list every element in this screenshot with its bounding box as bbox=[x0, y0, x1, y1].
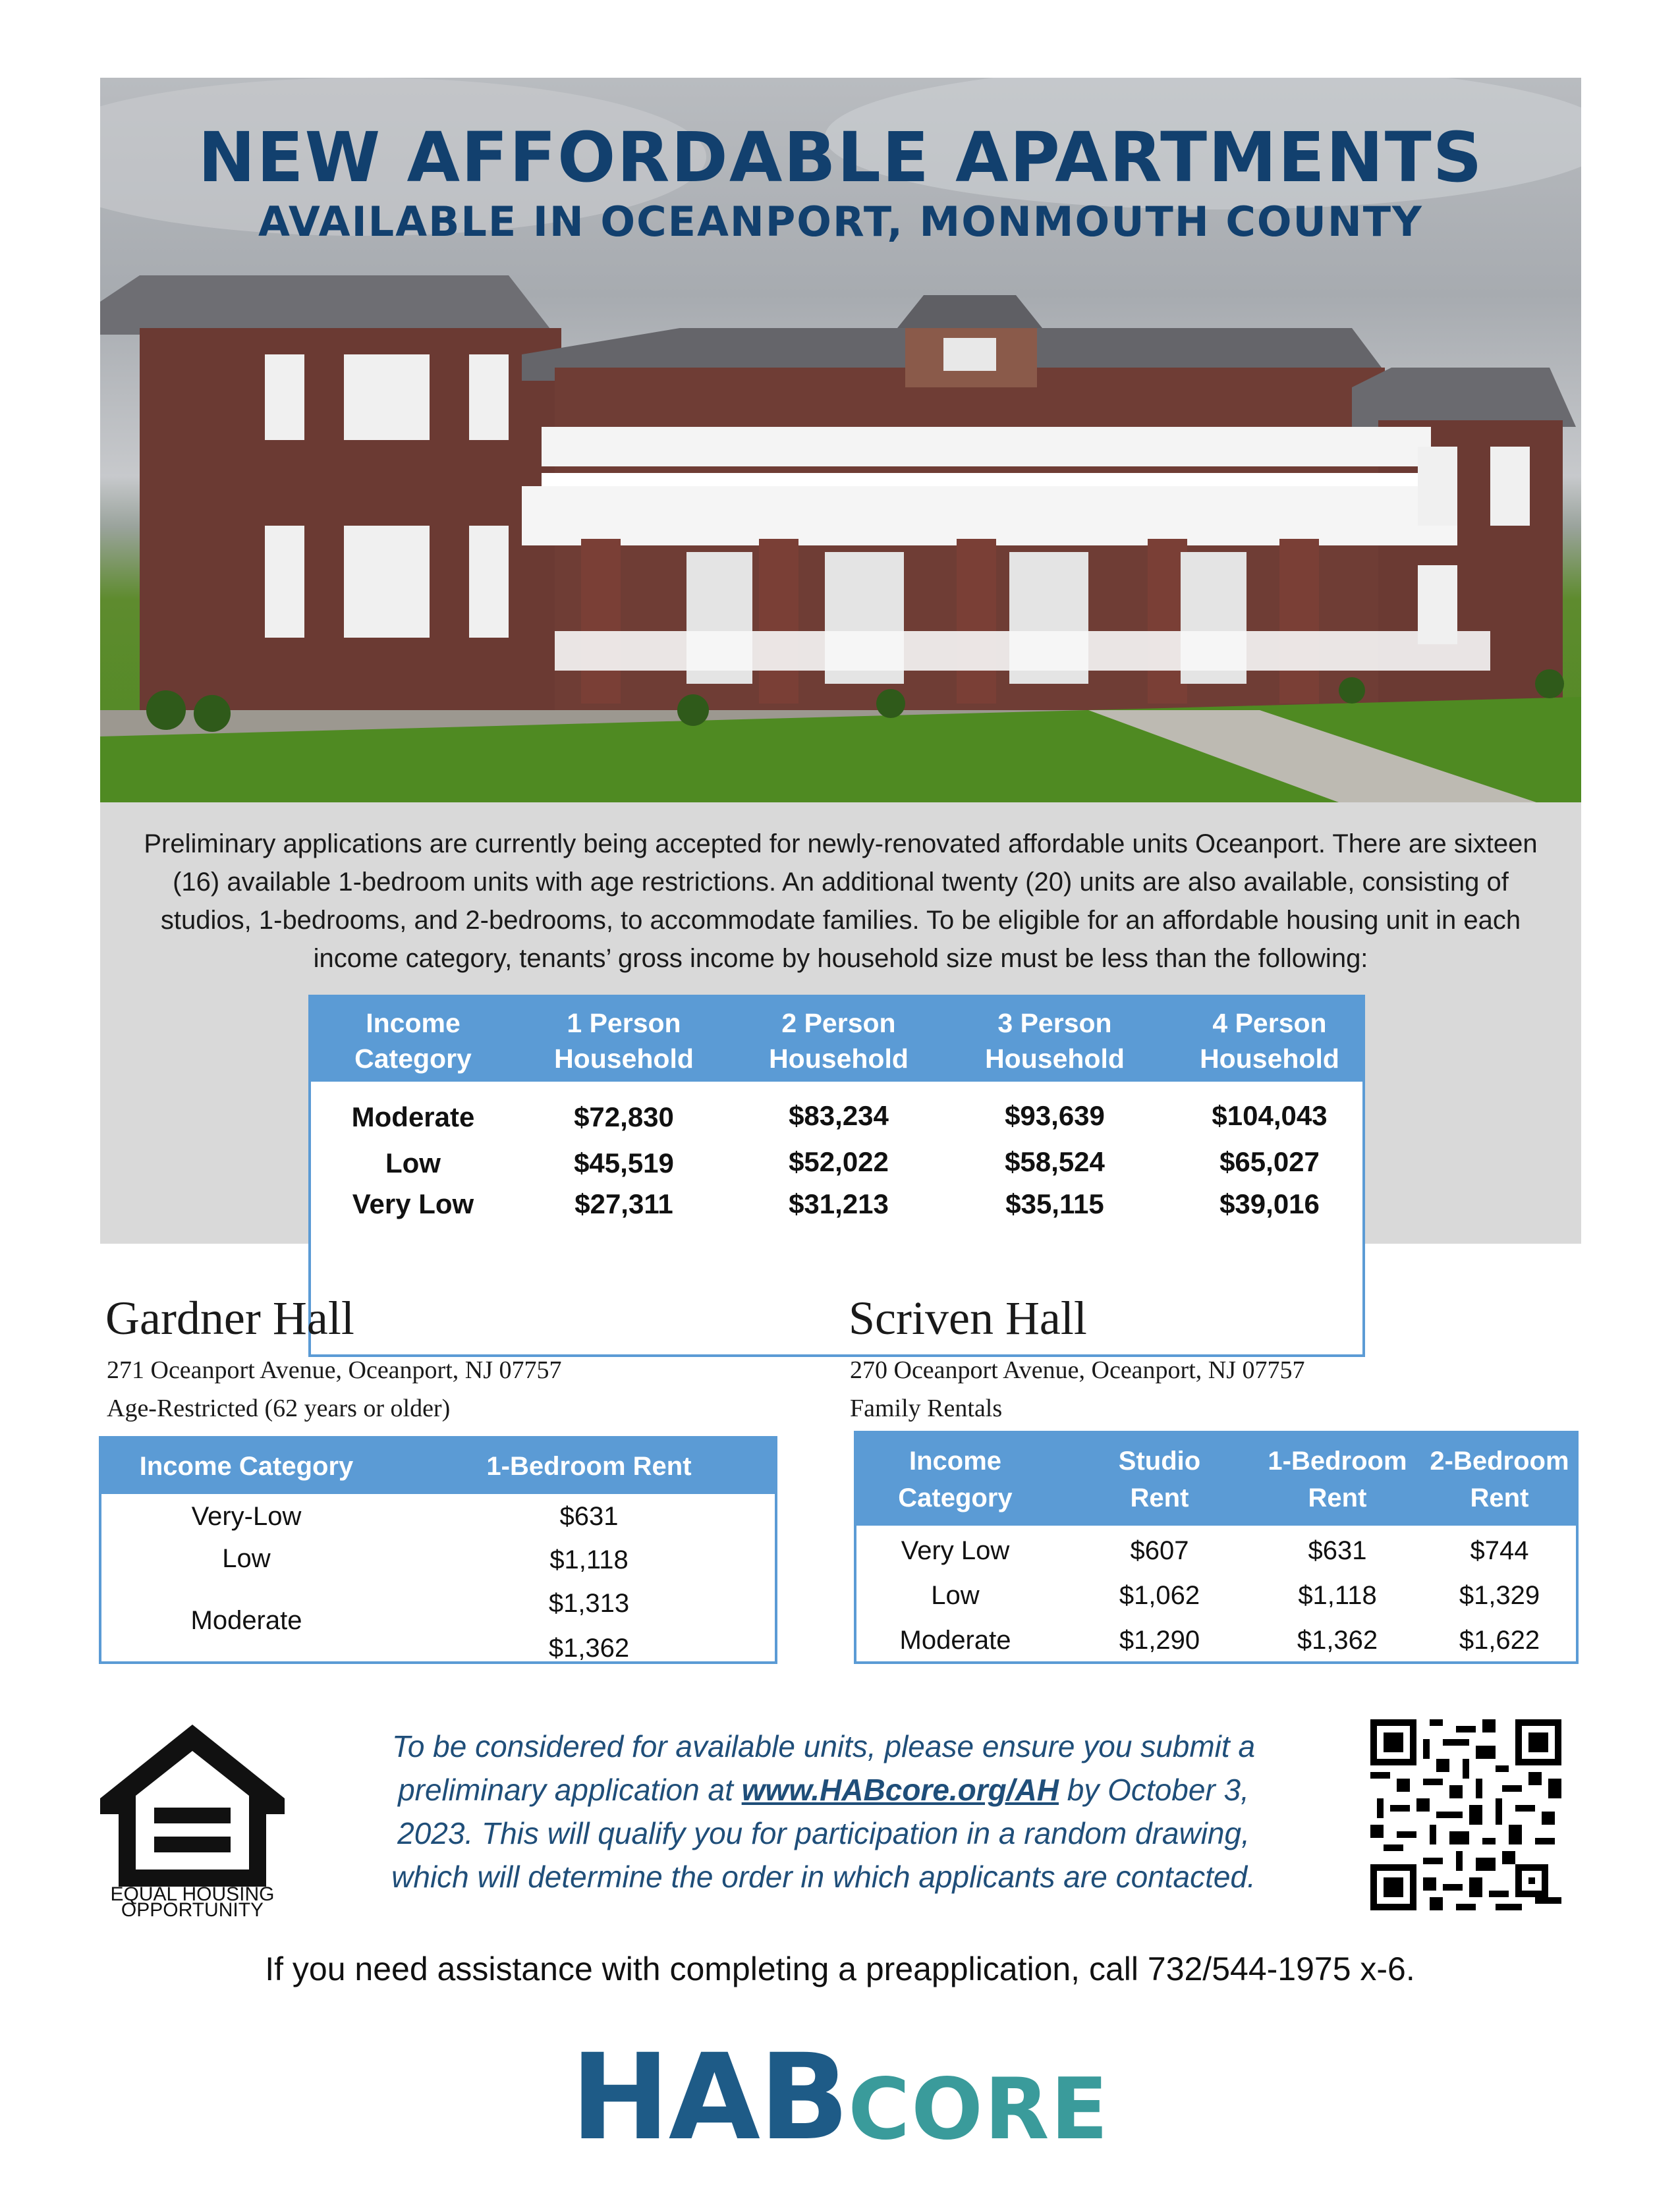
intro-text: Preliminary applications are currently being accepted for newly-renovated affordable units Oceanport. There are sixteen (16) available 1-bedroom units with age restrictions. An additional twenty (20) units are also available, consisting of studios, 1-bedrooms, and 2-bedrooms, to accommodate families. To be eligible for an affordable housing unit in each income category, tenants’ gross income by household size must be less than the following: bbox=[144, 829, 1538, 973]
gardner-header-category: Income Category bbox=[139, 1452, 354, 1481]
income-cell: $72,830 bbox=[574, 1101, 674, 1132]
logo-core: CORE bbox=[848, 2061, 1109, 2159]
equal-housing-label: OPPORTUNITY bbox=[121, 1899, 264, 1921]
gardner-category: Very-Low bbox=[191, 1502, 302, 1531]
intro-panel bbox=[100, 802, 1581, 1244]
scriven-cell: $1,290 bbox=[1119, 1626, 1200, 1655]
scriven-cell: $631 bbox=[1308, 1536, 1367, 1565]
application-link[interactable]: www.HABcore.org/AH bbox=[741, 1773, 1059, 1807]
scriven-rent-table bbox=[854, 1431, 1579, 1664]
scriven-cell: $1,062 bbox=[1119, 1581, 1200, 1610]
scriven-address: 270 Oceanport Avenue, Oceanport, NJ 07757 bbox=[850, 1356, 1305, 1384]
gardner-category: Moderate bbox=[190, 1606, 302, 1635]
income-header-category: Income Category bbox=[354, 1008, 472, 1074]
income-cell-category: Low bbox=[385, 1148, 441, 1178]
scriven-cell: $1,118 bbox=[1298, 1581, 1377, 1610]
gardner-address: 271 Oceanport Avenue, Oceanport, NJ 07757 bbox=[107, 1356, 562, 1384]
hero-subtitle: AVAILABLE IN OCEANPORT, MONMOUTH COUNTY bbox=[258, 198, 1423, 246]
gardner-rent: $1,118 bbox=[549, 1545, 629, 1574]
income-cell: $65,027 bbox=[1219, 1146, 1320, 1177]
income-cell: $58,524 bbox=[1005, 1146, 1105, 1177]
hero-title: NEW AFFORDABLE APARTMENTS bbox=[198, 117, 1484, 198]
qr-code-icon[interactable] bbox=[1370, 1719, 1561, 1910]
income-cell-category: Very Low bbox=[352, 1188, 474, 1219]
gardner-header-rent: 1-Bedroom Rent bbox=[486, 1452, 692, 1481]
income-cell: $45,519 bbox=[574, 1148, 674, 1178]
income-cell: $52,022 bbox=[789, 1146, 889, 1177]
equal-housing-label: EQUAL HOUSING bbox=[110, 1883, 275, 1905]
scriven-cell-category: Low bbox=[931, 1581, 980, 1610]
scriven-note: Family Rentals bbox=[850, 1395, 1003, 1422]
income-limits-table bbox=[308, 995, 1365, 1357]
scriven-cell: $1,329 bbox=[1459, 1581, 1540, 1610]
income-cell: $83,234 bbox=[789, 1100, 889, 1131]
scriven-hall-title: Scriven Hall bbox=[849, 1292, 1087, 1344]
gardner-rent: $1,313 bbox=[548, 1589, 630, 1618]
income-cell: $104,043 bbox=[1212, 1100, 1328, 1131]
application-notice bbox=[329, 1725, 1318, 1898]
scriven-cell: $1,622 bbox=[1459, 1626, 1540, 1655]
notice-line: To be considered for available units, please ensure you submit a bbox=[391, 1729, 1256, 1763]
gardner-rent: $631 bbox=[559, 1502, 619, 1531]
income-cell: $93,639 bbox=[1005, 1100, 1105, 1131]
gardner-category: Low bbox=[222, 1544, 271, 1573]
habcore-logo bbox=[0, 2029, 1680, 2167]
income-cell: $35,115 bbox=[1005, 1188, 1104, 1219]
notice-line: 2023. This will qualify you for participation in a random drawing, bbox=[397, 1816, 1250, 1850]
gardner-rent: $1,362 bbox=[548, 1634, 630, 1663]
scriven-cell-category: Moderate bbox=[899, 1626, 1011, 1655]
scriven-header-studio: Studio Rent bbox=[1118, 1447, 1201, 1512]
gardner-hall-title: Gardner Hall bbox=[105, 1292, 354, 1344]
income-header-2-person: 2 Person Household bbox=[769, 1008, 909, 1074]
scriven-header-category: Income Category bbox=[898, 1447, 1013, 1512]
notice-line: preliminary application at www.HABcore.org/AH by October 3, bbox=[398, 1773, 1249, 1807]
scriven-header-2br: 2-Bedroom Rent bbox=[1430, 1447, 1569, 1512]
scriven-header-1br: 1-Bedroom Rent bbox=[1268, 1447, 1407, 1512]
scriven-cell: $607 bbox=[1130, 1536, 1189, 1565]
income-header-3-person: 3 Person Household bbox=[985, 1008, 1125, 1074]
assistance-text: If you need assistance with completing a preapplication, call 732/544-1975 x-6. bbox=[265, 1951, 1415, 1987]
hero-photo bbox=[100, 78, 1581, 802]
gardner-rent-table bbox=[99, 1436, 777, 1664]
scriven-cell: $1,362 bbox=[1297, 1626, 1378, 1655]
income-cell: $27,311 bbox=[574, 1188, 673, 1219]
logo-hab: HAB bbox=[571, 2029, 849, 2167]
income-header-1-person: 1 Person Household bbox=[554, 1008, 694, 1074]
notice-line: which will determine the order in which applicants are contacted. bbox=[391, 1860, 1256, 1894]
income-cell: $39,016 bbox=[1219, 1188, 1320, 1219]
income-cell-category: Moderate bbox=[351, 1101, 475, 1132]
scriven-cell: $744 bbox=[1470, 1536, 1529, 1565]
income-header-4-person: 4 Person Household bbox=[1200, 1008, 1339, 1074]
income-cell: $31,213 bbox=[789, 1188, 889, 1219]
scriven-cell-category: Very Low bbox=[901, 1536, 1010, 1565]
gardner-note: Age-Restricted (62 years or older) bbox=[107, 1395, 451, 1422]
